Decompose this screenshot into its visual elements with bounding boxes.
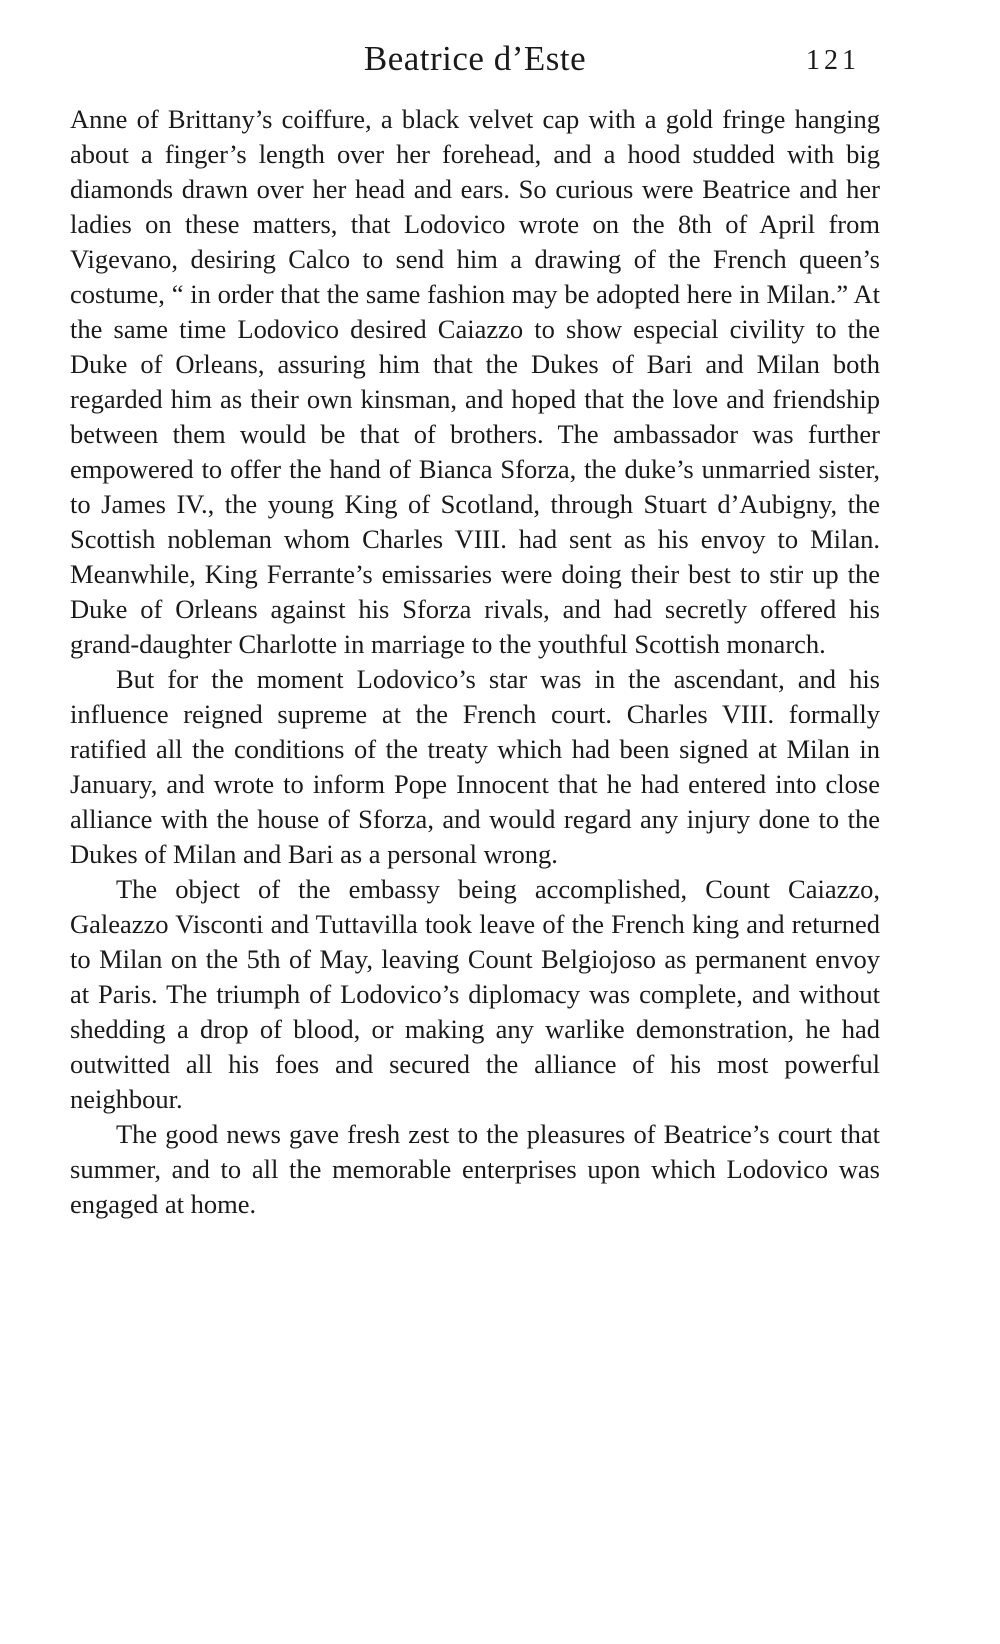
running-title: Beatrice d’Este [363,39,587,78]
body-text [70,102,880,1222]
page-number: 121 [806,45,860,76]
running-head [70,34,880,84]
paragraph-1: Anne of Brittany’s coiffure, a black velvet cap with a gold fringe hanging about a finger’s length over her forehead, and a hood studded with big diamonds drawn over her head and ears. So curious were Beatrice and her ladies on these matters, that Lodovico wrote on the 8th of April from Vigevano, desiring Calco to send him a drawing of the French queen’s costume, “ in order that the same fashion may be adopted here in Milan.” At the same time Lodovico desired Caiazzo to show especial civility to the Duke of Orleans, assuring him that the Dukes of Bari and Milan both regarded him as their own kinsman, and hoped that the love and friendship between them would be that of brothers. The ambassador was further empowered to offer the hand of Bianca Sforza, the duke’s unmarried sister, to James IV., the young King of Scotland, through Stuart d’Aubigny, the Scottish nobleman whom Charles VIII. had sent as his envoy to Milan. Meanwhile, King Ferrante’s emissaries were doing their best to stir up the Duke of Orleans against his Sforza rivals, and had secretly offered his grand-daughter Charlotte in marriage to the youthful Scottish monarch. [70,104,880,659]
paragraph-3: The object of the embassy being accomplished, Count Caiazzo, Galeazzo Visconti and Tuttavilla took leave of the French king and returned to Milan on the 5th of May, leaving Count Belgiojoso as permanent envoy at Paris. The triumph of Lodovico’s diplomacy was complete, and without shedding a drop of blood, or making any warlike demonstration, he had outwitted all his foes and secured the alliance of his most powerful neighbour. [70,874,880,1114]
paragraph-4: The good news gave fresh zest to the pleasures of Beatrice’s court that summer, and to all the memorable enterprises upon which Lodovico was engaged at home. [70,1119,880,1219]
paragraph-2: But for the moment Lodovico’s star was in the ascendant, and his influence reigned supreme at the French court. Charles VIII. formally ratified all the conditions of the treaty which had been signed at Milan in January, and wrote to inform Pope Innocent that he had entered into close alliance with the house of Sforza, and would regard any injury done to the Dukes of Milan and Bari as a personal wrong. [70,664,880,869]
